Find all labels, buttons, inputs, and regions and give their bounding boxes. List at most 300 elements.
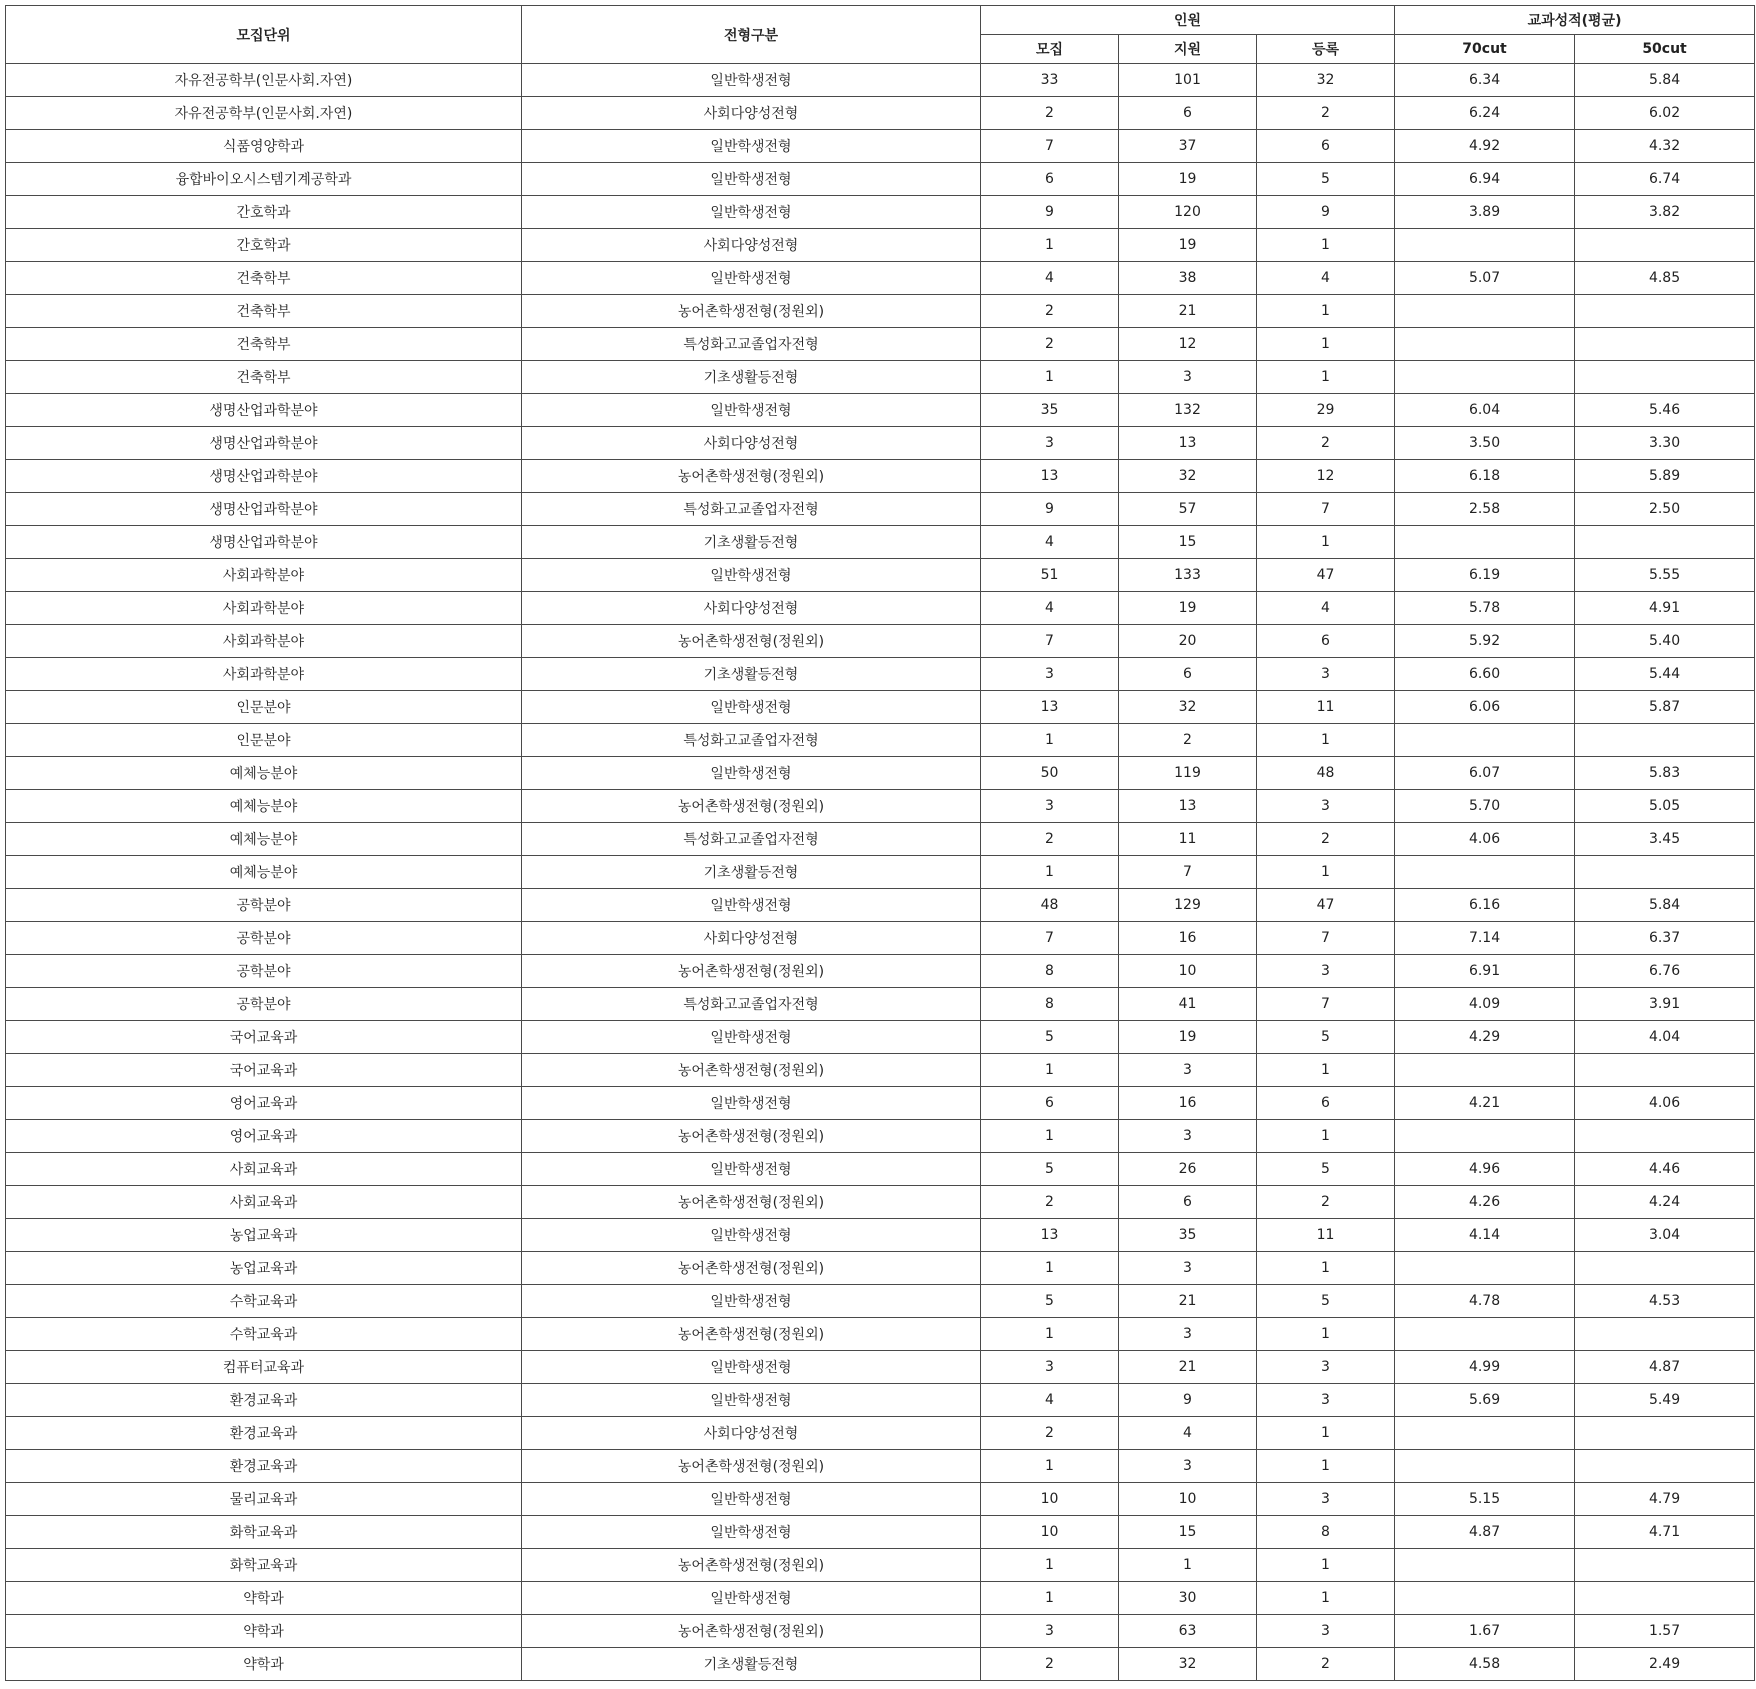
cell-applied: 3 xyxy=(1119,1450,1257,1483)
cell-recruit: 1 xyxy=(981,724,1119,757)
cell-recruitment-unit: 건축학부 xyxy=(6,295,522,328)
cell-cut70: 5.07 xyxy=(1395,262,1575,295)
cell-applied: 3 xyxy=(1119,1054,1257,1087)
cell-cut50: 5.89 xyxy=(1575,460,1755,493)
cell-applied: 37 xyxy=(1119,130,1257,163)
cell-registered: 1 xyxy=(1257,724,1395,757)
cell-cut50: 5.49 xyxy=(1575,1384,1755,1417)
cell-recruit: 35 xyxy=(981,394,1119,427)
cell-recruitment-unit: 간호학과 xyxy=(6,196,522,229)
cell-cut70 xyxy=(1395,328,1575,361)
cell-recruit: 7 xyxy=(981,130,1119,163)
cell-admission-type: 일반학생전형 xyxy=(522,1483,981,1516)
table-row xyxy=(6,625,1755,658)
cell-cut70: 5.70 xyxy=(1395,790,1575,823)
cell-cut50 xyxy=(1575,856,1755,889)
cell-recruit: 3 xyxy=(981,658,1119,691)
cell-cut50: 6.76 xyxy=(1575,955,1755,988)
cell-admission-type: 일반학생전형 xyxy=(522,1285,981,1318)
cell-cut50: 4.32 xyxy=(1575,130,1755,163)
cell-applied: 38 xyxy=(1119,262,1257,295)
cell-recruitment-unit: 사회과학분야 xyxy=(6,658,522,691)
cell-registered: 48 xyxy=(1257,757,1395,790)
cell-recruit: 1 xyxy=(981,1120,1119,1153)
cell-recruit: 13 xyxy=(981,460,1119,493)
cell-recruit: 9 xyxy=(981,196,1119,229)
cell-admission-type: 농어촌학생전형(정원외) xyxy=(522,1120,981,1153)
cell-recruit: 10 xyxy=(981,1483,1119,1516)
cell-recruitment-unit: 예체능분야 xyxy=(6,757,522,790)
cell-registered: 2 xyxy=(1257,823,1395,856)
cell-admission-type: 기초생활등전형 xyxy=(522,361,981,394)
cell-cut50: 5.84 xyxy=(1575,64,1755,97)
cell-registered: 3 xyxy=(1257,1351,1395,1384)
cell-cut70: 4.99 xyxy=(1395,1351,1575,1384)
cell-recruitment-unit: 융합바이오시스템기계공학과 xyxy=(6,163,522,196)
cell-recruit: 1 xyxy=(981,1318,1119,1351)
cell-cut50 xyxy=(1575,295,1755,328)
cell-recruitment-unit: 환경교육과 xyxy=(6,1384,522,1417)
cell-cut50: 4.85 xyxy=(1575,262,1755,295)
cell-recruit: 7 xyxy=(981,922,1119,955)
cell-admission-type: 특성화고교졸업자전형 xyxy=(522,724,981,757)
cell-cut50: 4.46 xyxy=(1575,1153,1755,1186)
cell-recruitment-unit: 공학분야 xyxy=(6,922,522,955)
cell-recruitment-unit: 환경교육과 xyxy=(6,1450,522,1483)
cell-cut50: 3.82 xyxy=(1575,196,1755,229)
cell-cut50: 5.84 xyxy=(1575,889,1755,922)
cell-admission-type: 농어촌학생전형(정원외) xyxy=(522,625,981,658)
cell-applied: 10 xyxy=(1119,955,1257,988)
cell-recruit: 6 xyxy=(981,163,1119,196)
cell-registered: 4 xyxy=(1257,592,1395,625)
cell-cut70: 4.92 xyxy=(1395,130,1575,163)
table-row xyxy=(6,823,1755,856)
cell-recruit: 2 xyxy=(981,1417,1119,1450)
table-row xyxy=(6,724,1755,757)
cell-registered: 7 xyxy=(1257,922,1395,955)
cell-applied: 15 xyxy=(1119,1516,1257,1549)
cell-recruitment-unit: 컴퓨터교육과 xyxy=(6,1351,522,1384)
cell-registered: 1 xyxy=(1257,1417,1395,1450)
cell-recruitment-unit: 약학과 xyxy=(6,1615,522,1648)
cell-recruitment-unit: 생명산업과학분야 xyxy=(6,526,522,559)
cell-recruitment-unit: 건축학부 xyxy=(6,361,522,394)
cell-applied: 7 xyxy=(1119,856,1257,889)
cell-recruit: 48 xyxy=(981,889,1119,922)
cell-applied: 2 xyxy=(1119,724,1257,757)
cell-registered: 11 xyxy=(1257,1219,1395,1252)
cell-cut70 xyxy=(1395,724,1575,757)
cell-registered: 12 xyxy=(1257,460,1395,493)
cell-recruit: 10 xyxy=(981,1516,1119,1549)
cell-admission-type: 기초생활등전형 xyxy=(522,1648,981,1681)
cell-recruit: 6 xyxy=(981,1087,1119,1120)
cell-recruitment-unit: 예체능분야 xyxy=(6,823,522,856)
cell-recruitment-unit: 인문분야 xyxy=(6,691,522,724)
cell-admission-type: 일반학생전형 xyxy=(522,1021,981,1054)
cell-admission-type: 농어촌학생전형(정원외) xyxy=(522,955,981,988)
cell-applied: 26 xyxy=(1119,1153,1257,1186)
header-grades-group: 교과성적(평균) xyxy=(1395,6,1755,35)
cell-applied: 133 xyxy=(1119,559,1257,592)
cell-cut50: 3.91 xyxy=(1575,988,1755,1021)
cell-admission-type: 기초생활등전형 xyxy=(522,856,981,889)
cell-recruitment-unit: 예체능분야 xyxy=(6,856,522,889)
table-row xyxy=(6,1483,1755,1516)
cell-applied: 1 xyxy=(1119,1549,1257,1582)
cell-admission-type: 일반학생전형 xyxy=(522,1384,981,1417)
cell-cut70: 6.24 xyxy=(1395,97,1575,130)
cell-recruitment-unit: 화학교육과 xyxy=(6,1549,522,1582)
cell-cut50 xyxy=(1575,1450,1755,1483)
cell-admission-type: 기초생활등전형 xyxy=(522,658,981,691)
cell-cut50: 5.46 xyxy=(1575,394,1755,427)
cell-recruit: 5 xyxy=(981,1153,1119,1186)
cell-cut50 xyxy=(1575,1549,1755,1582)
cell-applied: 9 xyxy=(1119,1384,1257,1417)
cell-applied: 13 xyxy=(1119,790,1257,823)
cell-applied: 129 xyxy=(1119,889,1257,922)
cell-registered: 4 xyxy=(1257,262,1395,295)
cell-cut70: 5.78 xyxy=(1395,592,1575,625)
cell-cut50: 5.83 xyxy=(1575,757,1755,790)
cell-cut70: 7.14 xyxy=(1395,922,1575,955)
cell-registered: 3 xyxy=(1257,658,1395,691)
cell-cut70: 1.67 xyxy=(1395,1615,1575,1648)
cell-cut70: 2.58 xyxy=(1395,493,1575,526)
cell-cut70: 3.89 xyxy=(1395,196,1575,229)
cell-recruit: 3 xyxy=(981,427,1119,460)
cell-recruit: 2 xyxy=(981,97,1119,130)
cell-recruitment-unit: 공학분야 xyxy=(6,889,522,922)
cell-admission-type: 일반학생전형 xyxy=(522,889,981,922)
cell-recruit: 4 xyxy=(981,262,1119,295)
cell-registered: 5 xyxy=(1257,163,1395,196)
cell-registered: 9 xyxy=(1257,196,1395,229)
table-row xyxy=(6,1153,1755,1186)
table-row xyxy=(6,1087,1755,1120)
cell-recruitment-unit: 사회과학분야 xyxy=(6,592,522,625)
cell-registered: 2 xyxy=(1257,427,1395,460)
cell-cut70: 6.06 xyxy=(1395,691,1575,724)
cell-recruitment-unit: 생명산업과학분야 xyxy=(6,460,522,493)
table-row xyxy=(6,1252,1755,1285)
table-row xyxy=(6,1351,1755,1384)
cell-recruitment-unit: 화학교육과 xyxy=(6,1516,522,1549)
cell-applied: 13 xyxy=(1119,427,1257,460)
cell-recruitment-unit: 약학과 xyxy=(6,1582,522,1615)
cell-cut50: 2.49 xyxy=(1575,1648,1755,1681)
cell-registered: 6 xyxy=(1257,130,1395,163)
cell-registered: 1 xyxy=(1257,1120,1395,1153)
cell-applied: 35 xyxy=(1119,1219,1257,1252)
cell-cut50: 5.05 xyxy=(1575,790,1755,823)
table-row xyxy=(6,592,1755,625)
cell-admission-type: 사회다양성전형 xyxy=(522,592,981,625)
header-registered: 등록 xyxy=(1257,35,1395,64)
cell-registered: 3 xyxy=(1257,1483,1395,1516)
cell-registered: 1 xyxy=(1257,295,1395,328)
cell-recruitment-unit: 식품영양학과 xyxy=(6,130,522,163)
cell-applied: 6 xyxy=(1119,1186,1257,1219)
cell-recruitment-unit: 건축학부 xyxy=(6,262,522,295)
table-row xyxy=(6,1318,1755,1351)
table-row xyxy=(6,64,1755,97)
table-row xyxy=(6,1516,1755,1549)
table-row xyxy=(6,97,1755,130)
cell-cut50: 6.74 xyxy=(1575,163,1755,196)
cell-recruit: 2 xyxy=(981,295,1119,328)
cell-registered: 1 xyxy=(1257,328,1395,361)
table-row xyxy=(6,130,1755,163)
cell-admission-type: 기초생활등전형 xyxy=(522,526,981,559)
cell-cut50 xyxy=(1575,1252,1755,1285)
cell-admission-type: 농어촌학생전형(정원외) xyxy=(522,1450,981,1483)
cell-recruit: 1 xyxy=(981,1054,1119,1087)
cell-cut50 xyxy=(1575,229,1755,262)
cell-applied: 11 xyxy=(1119,823,1257,856)
table-row xyxy=(6,1615,1755,1648)
cell-applied: 6 xyxy=(1119,97,1257,130)
cell-recruit: 8 xyxy=(981,955,1119,988)
cell-cut50: 5.55 xyxy=(1575,559,1755,592)
cell-recruitment-unit: 건축학부 xyxy=(6,328,522,361)
cell-applied: 3 xyxy=(1119,361,1257,394)
cell-cut70: 5.69 xyxy=(1395,1384,1575,1417)
cell-cut50: 4.06 xyxy=(1575,1087,1755,1120)
cell-admission-type: 일반학생전형 xyxy=(522,1351,981,1384)
cell-recruitment-unit: 농업교육과 xyxy=(6,1252,522,1285)
cell-applied: 101 xyxy=(1119,64,1257,97)
cell-registered: 6 xyxy=(1257,1087,1395,1120)
cell-admission-type: 일반학생전형 xyxy=(522,1153,981,1186)
cell-cut70 xyxy=(1395,856,1575,889)
cell-cut70: 5.15 xyxy=(1395,1483,1575,1516)
cell-admission-type: 일반학생전형 xyxy=(522,64,981,97)
table-row xyxy=(6,1219,1755,1252)
cell-cut70 xyxy=(1395,1120,1575,1153)
cell-registered: 5 xyxy=(1257,1021,1395,1054)
cell-recruit: 4 xyxy=(981,592,1119,625)
table-row xyxy=(6,328,1755,361)
table-row xyxy=(6,1186,1755,1219)
cell-admission-type: 일반학생전형 xyxy=(522,1219,981,1252)
cell-cut50 xyxy=(1575,724,1755,757)
cell-admission-type: 사회다양성전형 xyxy=(522,97,981,130)
cell-cut50 xyxy=(1575,361,1755,394)
cell-recruitment-unit: 자유전공학부(인문사회.자연) xyxy=(6,97,522,130)
cell-applied: 57 xyxy=(1119,493,1257,526)
cell-admission-type: 특성화고교졸업자전형 xyxy=(522,328,981,361)
cell-cut70 xyxy=(1395,1417,1575,1450)
cell-cut50: 4.04 xyxy=(1575,1021,1755,1054)
cell-cut70: 3.50 xyxy=(1395,427,1575,460)
header-applied: 지원 xyxy=(1119,35,1257,64)
cell-applied: 19 xyxy=(1119,1021,1257,1054)
cell-recruit: 51 xyxy=(981,559,1119,592)
cell-applied: 19 xyxy=(1119,592,1257,625)
cell-recruitment-unit: 사회교육과 xyxy=(6,1186,522,1219)
table-row xyxy=(6,394,1755,427)
cell-recruitment-unit: 국어교육과 xyxy=(6,1054,522,1087)
cell-registered: 1 xyxy=(1257,856,1395,889)
cell-admission-type: 사회다양성전형 xyxy=(522,922,981,955)
cell-applied: 4 xyxy=(1119,1417,1257,1450)
table-row xyxy=(6,889,1755,922)
cell-cut70: 4.78 xyxy=(1395,1285,1575,1318)
cell-registered: 5 xyxy=(1257,1153,1395,1186)
cell-applied: 21 xyxy=(1119,1351,1257,1384)
cell-admission-type: 농어촌학생전형(정원외) xyxy=(522,1252,981,1285)
table-row xyxy=(6,691,1755,724)
cell-cut70: 6.16 xyxy=(1395,889,1575,922)
cell-recruitment-unit: 국어교육과 xyxy=(6,1021,522,1054)
cell-cut70: 4.58 xyxy=(1395,1648,1575,1681)
cell-applied: 10 xyxy=(1119,1483,1257,1516)
table-row xyxy=(6,1120,1755,1153)
header-recruit: 모집 xyxy=(981,35,1119,64)
cell-recruitment-unit: 생명산업과학분야 xyxy=(6,493,522,526)
header-row-top xyxy=(6,6,1755,35)
cell-recruit: 9 xyxy=(981,493,1119,526)
cell-registered: 11 xyxy=(1257,691,1395,724)
cell-registered: 1 xyxy=(1257,361,1395,394)
cell-applied: 32 xyxy=(1119,460,1257,493)
cell-cut70 xyxy=(1395,1318,1575,1351)
cell-recruit: 1 xyxy=(981,856,1119,889)
cell-admission-type: 농어촌학생전형(정원외) xyxy=(522,460,981,493)
table-row xyxy=(6,229,1755,262)
cell-recruit: 1 xyxy=(981,1549,1119,1582)
cell-cut50 xyxy=(1575,1417,1755,1450)
cell-admission-type: 일반학생전형 xyxy=(522,163,981,196)
cell-applied: 41 xyxy=(1119,988,1257,1021)
cell-applied: 32 xyxy=(1119,691,1257,724)
cell-recruit: 13 xyxy=(981,691,1119,724)
cell-cut50 xyxy=(1575,1318,1755,1351)
cell-recruitment-unit: 수학교육과 xyxy=(6,1285,522,1318)
cell-cut50: 5.87 xyxy=(1575,691,1755,724)
cell-cut50: 3.04 xyxy=(1575,1219,1755,1252)
cell-admission-type: 일반학생전형 xyxy=(522,1516,981,1549)
table-row xyxy=(6,295,1755,328)
cell-cut70: 4.29 xyxy=(1395,1021,1575,1054)
cell-recruit: 5 xyxy=(981,1021,1119,1054)
cell-registered: 3 xyxy=(1257,955,1395,988)
cell-applied: 12 xyxy=(1119,328,1257,361)
cell-admission-type: 사회다양성전형 xyxy=(522,1417,981,1450)
cell-recruitment-unit: 사회교육과 xyxy=(6,1153,522,1186)
table-row xyxy=(6,1582,1755,1615)
cell-cut70: 5.92 xyxy=(1395,625,1575,658)
header-recruitment-unit: 모집단위 xyxy=(6,6,522,64)
cell-cut50: 4.87 xyxy=(1575,1351,1755,1384)
table-row xyxy=(6,1417,1755,1450)
cell-cut70: 6.94 xyxy=(1395,163,1575,196)
cell-recruit: 1 xyxy=(981,361,1119,394)
cell-registered: 7 xyxy=(1257,493,1395,526)
table-header xyxy=(6,6,1755,64)
cell-cut50 xyxy=(1575,1120,1755,1153)
cell-cut50: 6.37 xyxy=(1575,922,1755,955)
cell-recruitment-unit: 영어교육과 xyxy=(6,1120,522,1153)
cell-admission-type: 특성화고교졸업자전형 xyxy=(522,988,981,1021)
cell-cut50 xyxy=(1575,526,1755,559)
cell-cut70: 4.26 xyxy=(1395,1186,1575,1219)
cell-registered: 1 xyxy=(1257,229,1395,262)
cell-admission-type: 일반학생전형 xyxy=(522,757,981,790)
cell-cut70 xyxy=(1395,229,1575,262)
cell-recruitment-unit: 인문분야 xyxy=(6,724,522,757)
cell-applied: 21 xyxy=(1119,1285,1257,1318)
cell-cut50: 5.40 xyxy=(1575,625,1755,658)
cell-cut70 xyxy=(1395,526,1575,559)
cell-applied: 119 xyxy=(1119,757,1257,790)
header-cut50: 50cut xyxy=(1575,35,1755,64)
cell-recruit: 2 xyxy=(981,1648,1119,1681)
cell-recruitment-unit: 사회과학분야 xyxy=(6,559,522,592)
admissions-results-table xyxy=(5,5,1755,1681)
cell-recruit: 2 xyxy=(981,328,1119,361)
cell-applied: 32 xyxy=(1119,1648,1257,1681)
cell-recruit: 33 xyxy=(981,64,1119,97)
table-row xyxy=(6,1054,1755,1087)
cell-registered: 29 xyxy=(1257,394,1395,427)
cell-registered: 8 xyxy=(1257,1516,1395,1549)
cell-recruitment-unit: 공학분야 xyxy=(6,955,522,988)
table-row xyxy=(6,526,1755,559)
cell-applied: 21 xyxy=(1119,295,1257,328)
header-admission-type: 전형구분 xyxy=(522,6,981,64)
cell-registered: 3 xyxy=(1257,790,1395,823)
cell-admission-type: 일반학생전형 xyxy=(522,394,981,427)
table-row xyxy=(6,361,1755,394)
cell-admission-type: 농어촌학생전형(정원외) xyxy=(522,790,981,823)
cell-registered: 7 xyxy=(1257,988,1395,1021)
cell-admission-type: 일반학생전형 xyxy=(522,691,981,724)
cell-cut50: 5.44 xyxy=(1575,658,1755,691)
cell-cut70: 6.91 xyxy=(1395,955,1575,988)
cell-recruit: 2 xyxy=(981,823,1119,856)
cell-recruitment-unit: 공학분야 xyxy=(6,988,522,1021)
cell-cut50 xyxy=(1575,328,1755,361)
cell-registered: 6 xyxy=(1257,625,1395,658)
cell-registered: 1 xyxy=(1257,1450,1395,1483)
table-row xyxy=(6,196,1755,229)
cell-recruitment-unit: 자유전공학부(인문사회.자연) xyxy=(6,64,522,97)
cell-cut70: 4.14 xyxy=(1395,1219,1575,1252)
header-cut70: 70cut xyxy=(1395,35,1575,64)
cell-applied: 6 xyxy=(1119,658,1257,691)
cell-cut70 xyxy=(1395,1252,1575,1285)
table-row xyxy=(6,1384,1755,1417)
table-row xyxy=(6,922,1755,955)
cell-registered: 5 xyxy=(1257,1285,1395,1318)
table-row xyxy=(6,856,1755,889)
cell-applied: 3 xyxy=(1119,1120,1257,1153)
cell-admission-type: 농어촌학생전형(정원외) xyxy=(522,1549,981,1582)
cell-registered: 1 xyxy=(1257,1582,1395,1615)
cell-cut70: 6.34 xyxy=(1395,64,1575,97)
cell-applied: 30 xyxy=(1119,1582,1257,1615)
header-personnel-group: 인원 xyxy=(981,6,1395,35)
table-row xyxy=(6,757,1755,790)
cell-cut70: 6.07 xyxy=(1395,757,1575,790)
cell-admission-type: 일반학생전형 xyxy=(522,1087,981,1120)
cell-registered: 32 xyxy=(1257,64,1395,97)
cell-recruit: 1 xyxy=(981,1252,1119,1285)
